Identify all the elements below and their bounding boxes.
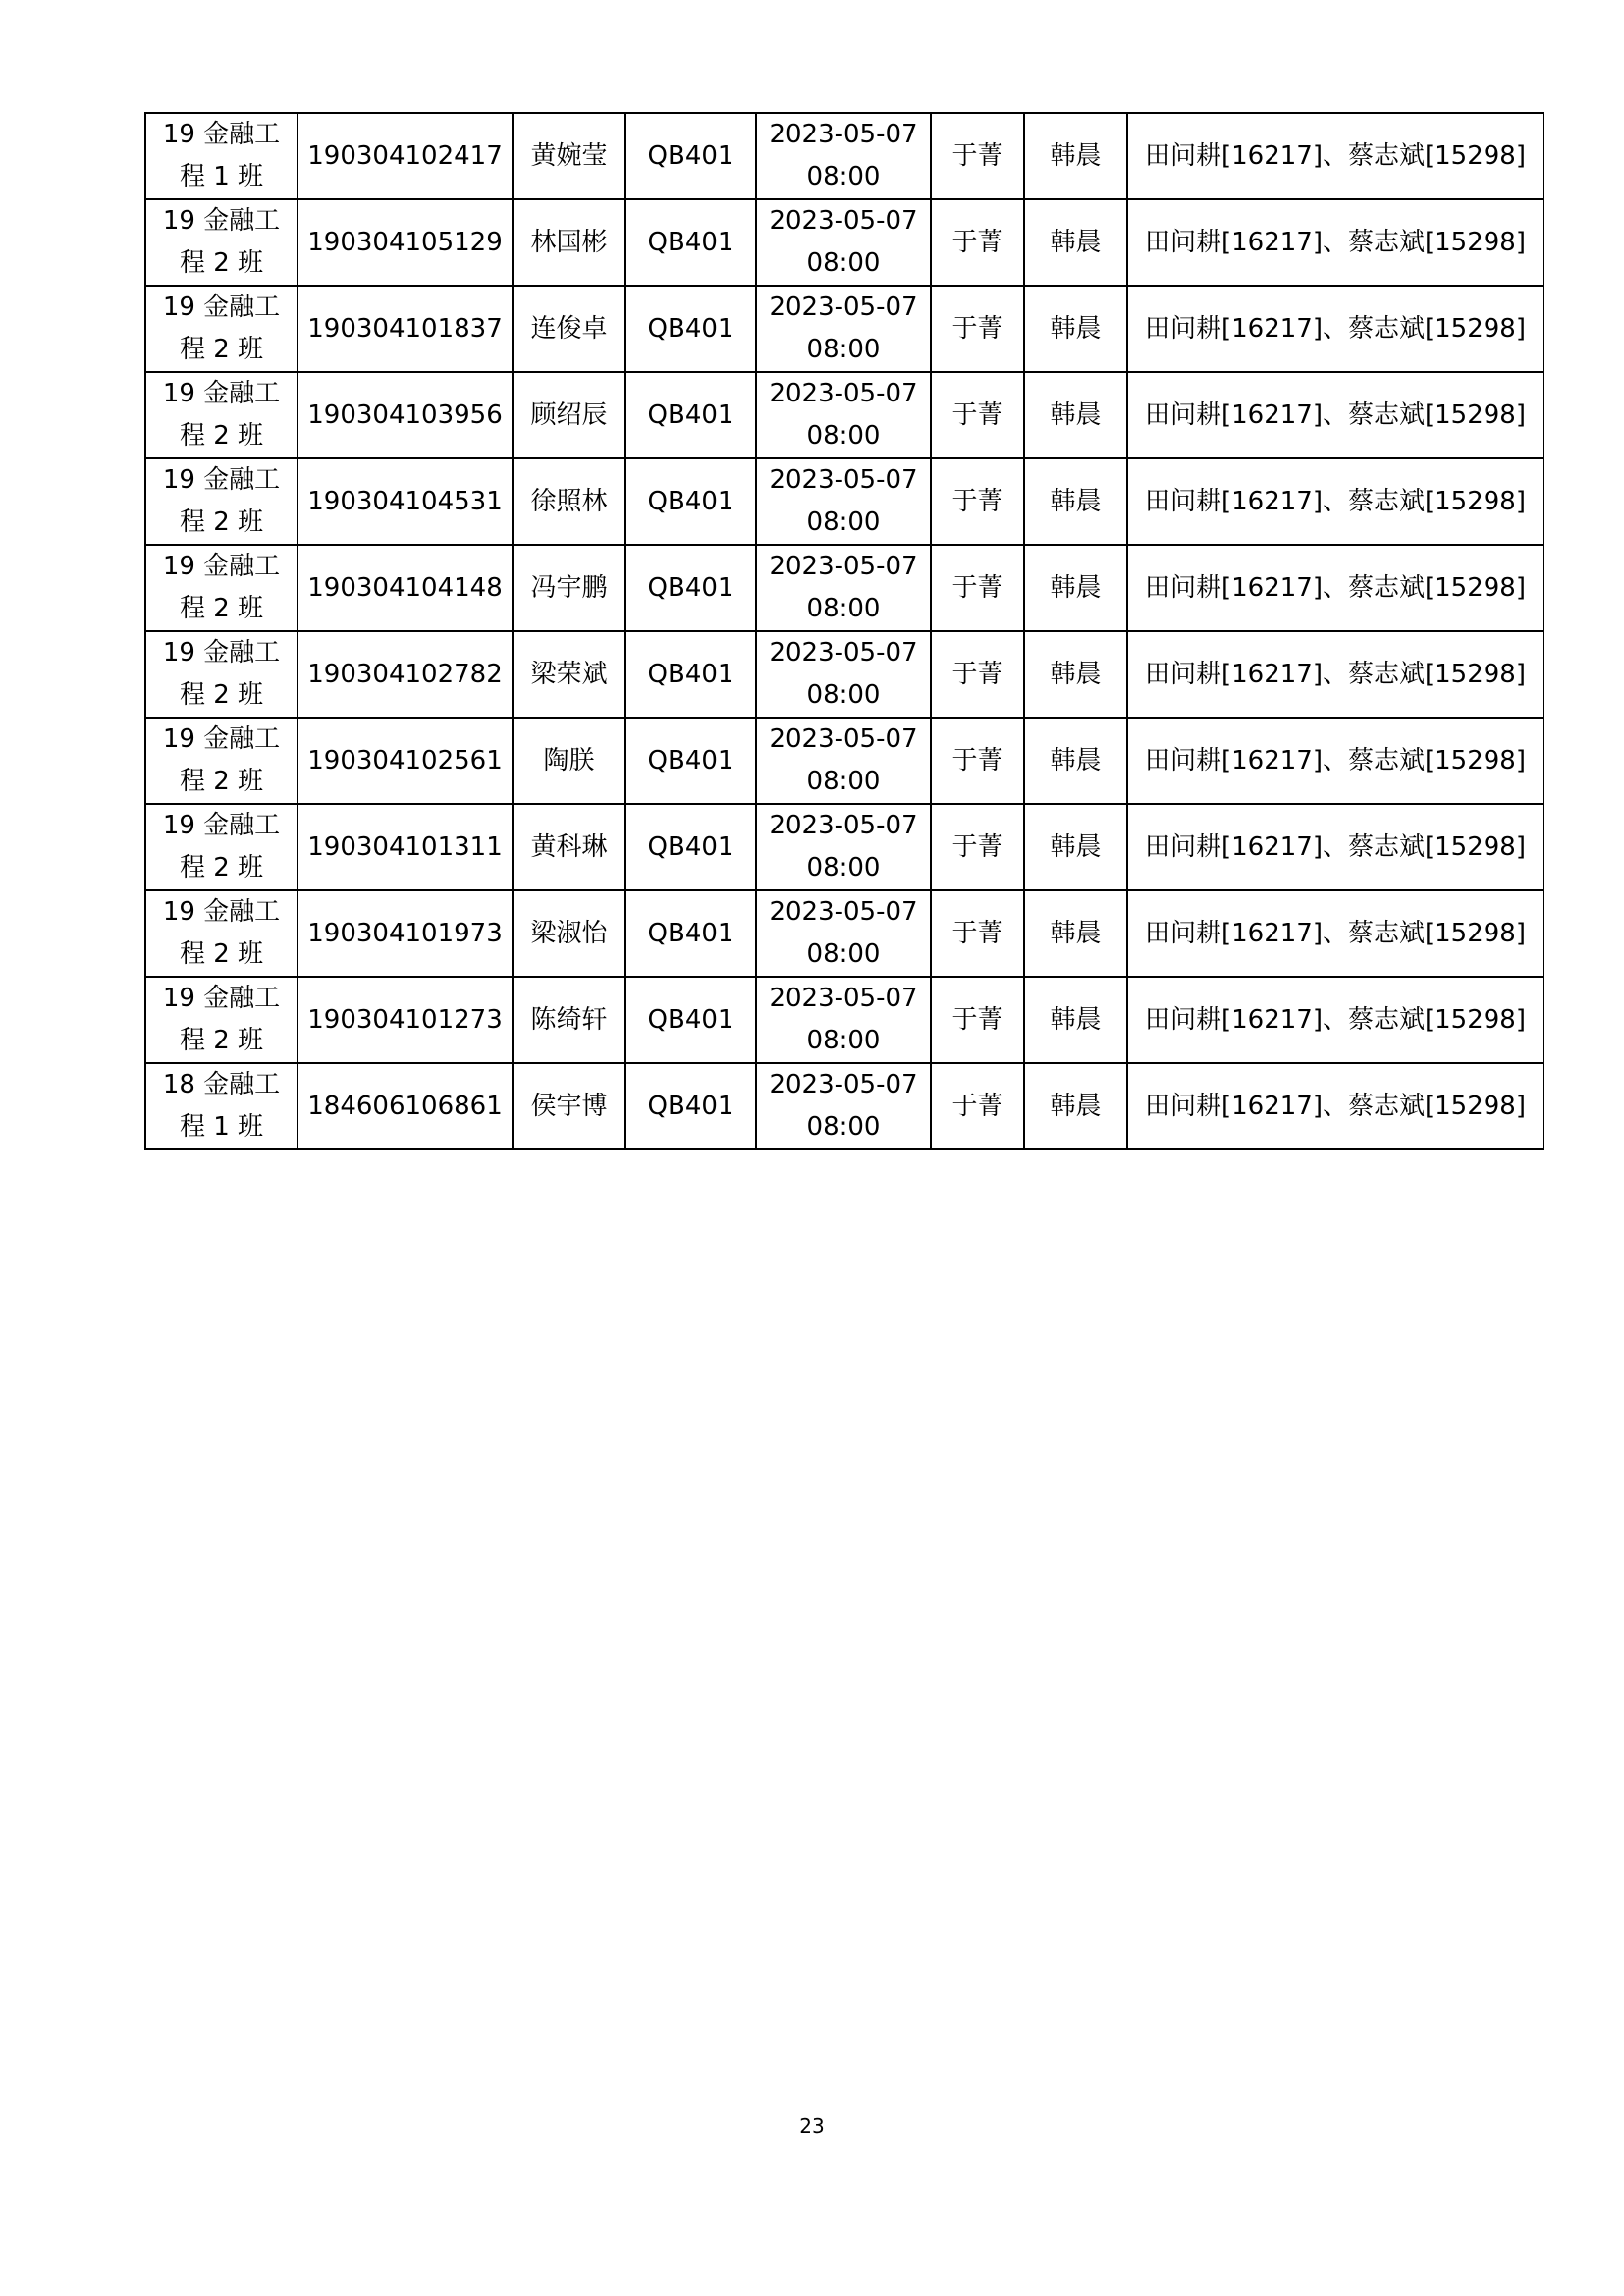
room-cell <box>625 458 756 545</box>
class-cell-text: 19 金融工 <box>162 897 281 927</box>
student-id-cell-text: 190304102561 <box>307 745 503 775</box>
exam-time-cell-text: 08:00 <box>806 421 881 451</box>
student-name-cell-text: 陈绮轩 <box>530 1004 608 1035</box>
room-cell-text: QB401 <box>647 140 734 171</box>
room-cell-text: QB401 <box>647 745 734 775</box>
exam-time-cell-text: 2023-05-07 <box>769 811 918 840</box>
student-id-cell-text: 190304101311 <box>307 831 503 862</box>
student-id-cell-text: 190304104148 <box>307 572 503 603</box>
student-name-cell-text: 林国彬 <box>530 227 608 257</box>
invigilator-cell <box>1024 199 1127 286</box>
exam-time-cell-text: 2023-05-07 <box>769 552 918 581</box>
table-row <box>145 631 1543 718</box>
student-id-cell <box>298 804 513 890</box>
class-cell-text: 程 2 班 <box>179 767 264 796</box>
invigilator-cell-text: 韩晨 <box>1050 659 1102 689</box>
supervisors-cell-text: 田问耕[16217]、蔡志斌[15298] <box>1145 659 1526 689</box>
exam-time-cell <box>756 286 931 372</box>
invigilator-cell <box>1024 545 1127 631</box>
invigilator-cell <box>931 545 1024 631</box>
class-cell-text: 19 金融工 <box>162 379 281 408</box>
exam-time-cell-text: 08:00 <box>806 335 881 364</box>
exam-time-cell-text: 08:00 <box>806 939 881 969</box>
class-cell <box>145 718 298 804</box>
invigilator-cell <box>931 718 1024 804</box>
student-name-cell <box>513 718 625 804</box>
student-name-cell <box>513 372 625 458</box>
room-cell <box>625 804 756 890</box>
class-cell <box>145 890 298 977</box>
invigilator-cell-text: 于菁 <box>951 486 1003 516</box>
table-row <box>145 718 1543 804</box>
invigilator-cell-text: 于菁 <box>951 831 1003 862</box>
table-row <box>145 199 1543 286</box>
invigilator-cell <box>1024 113 1127 199</box>
room-cell <box>625 631 756 718</box>
class-cell <box>145 804 298 890</box>
class-cell-text: 程 2 班 <box>179 680 264 710</box>
student-id-cell <box>298 631 513 718</box>
table-row <box>145 977 1543 1063</box>
exam-time-cell <box>756 804 931 890</box>
supervisors-cell-text: 田问耕[16217]、蔡志斌[15298] <box>1145 227 1526 257</box>
exam-time-cell-text: 2023-05-07 <box>769 465 918 495</box>
room-cell-text: QB401 <box>647 918 734 948</box>
supervisors-cell <box>1127 804 1543 890</box>
exam-time-cell <box>756 545 931 631</box>
invigilator-cell-text: 于菁 <box>951 1091 1003 1121</box>
class-cell-text: 程 2 班 <box>179 507 264 537</box>
exam-time-cell-text: 2023-05-07 <box>769 1070 918 1099</box>
student-id-cell <box>298 890 513 977</box>
student-name-cell-text: 侯宇博 <box>530 1091 608 1121</box>
student-name-cell-text: 梁荣斌 <box>530 659 608 689</box>
room-cell <box>625 545 756 631</box>
invigilator-cell-text: 于菁 <box>951 227 1003 257</box>
class-cell <box>145 113 298 199</box>
class-cell <box>145 1063 298 1149</box>
invigilator-cell <box>931 631 1024 718</box>
class-cell-text: 程 2 班 <box>179 594 264 623</box>
exam-time-cell <box>756 372 931 458</box>
invigilator-cell <box>931 804 1024 890</box>
exam-time-cell-text: 08:00 <box>806 507 881 537</box>
invigilator-cell-text: 韩晨 <box>1050 313 1102 344</box>
exam-time-cell-text: 2023-05-07 <box>769 724 918 754</box>
supervisors-cell <box>1127 1063 1543 1149</box>
class-cell-text: 19 金融工 <box>162 984 281 1013</box>
class-cell-text: 程 2 班 <box>179 248 264 278</box>
class-cell-text: 程 2 班 <box>179 1026 264 1055</box>
class-cell <box>145 545 298 631</box>
class-cell-text: 19 金融工 <box>162 811 281 840</box>
room-cell <box>625 890 756 977</box>
invigilator-cell-text: 韩晨 <box>1050 1091 1102 1121</box>
student-name-cell-text: 黄科琳 <box>530 831 608 862</box>
supervisors-cell-text: 田问耕[16217]、蔡志斌[15298] <box>1145 572 1526 603</box>
student-id-cell-text: 190304101273 <box>307 1004 503 1035</box>
student-id-cell-text: 190304101837 <box>307 313 503 344</box>
student-id-cell <box>298 1063 513 1149</box>
student-name-cell <box>513 458 625 545</box>
invigilator-cell <box>1024 890 1127 977</box>
invigilator-cell <box>931 458 1024 545</box>
class-cell-text: 19 金融工 <box>162 293 281 322</box>
class-cell-text: 程 2 班 <box>179 335 264 364</box>
supervisors-cell <box>1127 458 1543 545</box>
supervisors-cell-text: 田问耕[16217]、蔡志斌[15298] <box>1145 1004 1526 1035</box>
exam-time-cell-text: 2023-05-07 <box>769 120 918 149</box>
supervisors-cell-text: 田问耕[16217]、蔡志斌[15298] <box>1145 140 1526 171</box>
invigilator-cell-text: 于菁 <box>951 659 1003 689</box>
student-id-cell-text: 190304102782 <box>307 659 503 689</box>
exam-time-cell <box>756 718 931 804</box>
exam-time-cell <box>756 977 931 1063</box>
invigilator-cell <box>931 1063 1024 1149</box>
room-cell-text: QB401 <box>647 1091 734 1121</box>
class-cell-text: 19 金融工 <box>162 638 281 667</box>
student-name-cell <box>513 113 625 199</box>
supervisors-cell-text: 田问耕[16217]、蔡志斌[15298] <box>1145 918 1526 948</box>
room-cell <box>625 113 756 199</box>
table-row <box>145 372 1543 458</box>
supervisors-cell <box>1127 718 1543 804</box>
student-id-cell-text: 190304102417 <box>307 140 503 171</box>
room-cell-text: QB401 <box>647 400 734 430</box>
invigilator-cell <box>1024 458 1127 545</box>
invigilator-cell-text: 韩晨 <box>1050 227 1102 257</box>
class-cell-text: 19 金融工 <box>162 120 281 149</box>
student-name-cell <box>513 890 625 977</box>
table-row <box>145 804 1543 890</box>
invigilator-cell <box>931 890 1024 977</box>
supervisors-cell <box>1127 631 1543 718</box>
room-cell <box>625 372 756 458</box>
table-row <box>145 545 1543 631</box>
exam-time-cell-text: 2023-05-07 <box>769 293 918 322</box>
supervisors-cell <box>1127 286 1543 372</box>
invigilator-cell-text: 韩晨 <box>1050 745 1102 775</box>
student-name-cell-text: 徐照林 <box>530 486 608 516</box>
exam-time-cell-text: 2023-05-07 <box>769 206 918 236</box>
invigilator-cell-text: 韩晨 <box>1050 1004 1102 1035</box>
room-cell-text: QB401 <box>647 831 734 862</box>
supervisors-cell <box>1127 890 1543 977</box>
invigilator-cell <box>931 199 1024 286</box>
supervisors-cell-text: 田问耕[16217]、蔡志斌[15298] <box>1145 486 1526 516</box>
table-row <box>145 1063 1543 1149</box>
room-cell-text: QB401 <box>647 572 734 603</box>
supervisors-cell <box>1127 199 1543 286</box>
supervisors-cell <box>1127 977 1543 1063</box>
invigilator-cell-text: 韩晨 <box>1050 572 1102 603</box>
exam-time-cell-text: 08:00 <box>806 248 881 278</box>
class-cell <box>145 199 298 286</box>
exam-time-cell-text: 08:00 <box>806 594 881 623</box>
supervisors-cell-text: 田问耕[16217]、蔡志斌[15298] <box>1145 400 1526 430</box>
invigilator-cell <box>931 977 1024 1063</box>
exam-time-cell <box>756 113 931 199</box>
invigilator-cell <box>931 286 1024 372</box>
student-id-cell <box>298 286 513 372</box>
exam-time-cell-text: 2023-05-07 <box>769 638 918 667</box>
invigilator-cell-text: 于菁 <box>951 313 1003 344</box>
student-name-cell-text: 连俊卓 <box>530 313 608 344</box>
class-cell-text: 程 2 班 <box>179 421 264 451</box>
invigilator-cell <box>1024 372 1127 458</box>
table-row <box>145 458 1543 545</box>
invigilator-cell-text: 韩晨 <box>1050 140 1102 171</box>
exam-time-cell-text: 08:00 <box>806 1112 881 1142</box>
class-cell-text: 程 2 班 <box>179 939 264 969</box>
class-cell-text: 19 金融工 <box>162 552 281 581</box>
room-cell <box>625 286 756 372</box>
student-name-cell <box>513 545 625 631</box>
exam-time-cell <box>756 631 931 718</box>
class-cell-text: 程 1 班 <box>179 1112 264 1142</box>
class-cell <box>145 286 298 372</box>
class-cell-text: 19 金融工 <box>162 206 281 236</box>
room-cell-text: QB401 <box>647 227 734 257</box>
invigilator-cell-text: 于菁 <box>951 400 1003 430</box>
student-name-cell-text: 梁淑怡 <box>530 918 608 948</box>
page-number: 23 <box>799 2114 825 2138</box>
table-row <box>145 890 1543 977</box>
room-cell-text: QB401 <box>647 313 734 344</box>
supervisors-cell <box>1127 113 1543 199</box>
room-cell-text: QB401 <box>647 486 734 516</box>
student-id-cell <box>298 372 513 458</box>
student-id-cell <box>298 113 513 199</box>
invigilator-cell-text: 韩晨 <box>1050 400 1102 430</box>
class-cell-text: 18 金融工 <box>162 1070 281 1099</box>
invigilator-cell <box>1024 977 1127 1063</box>
supervisors-cell-text: 田问耕[16217]、蔡志斌[15298] <box>1145 313 1526 344</box>
table-row <box>145 286 1543 372</box>
room-cell <box>625 718 756 804</box>
supervisors-cell-text: 田问耕[16217]、蔡志斌[15298] <box>1145 1091 1526 1121</box>
exam-time-cell-text: 08:00 <box>806 1026 881 1055</box>
student-name-cell <box>513 1063 625 1149</box>
supervisors-cell-text: 田问耕[16217]、蔡志斌[15298] <box>1145 745 1526 775</box>
invigilator-cell-text: 于菁 <box>951 918 1003 948</box>
room-cell <box>625 199 756 286</box>
table-row <box>145 113 1543 199</box>
exam-time-cell-text: 2023-05-07 <box>769 379 918 408</box>
class-cell-text: 程 1 班 <box>179 162 264 191</box>
exam-time-cell <box>756 458 931 545</box>
student-id-cell <box>298 458 513 545</box>
invigilator-cell <box>1024 718 1127 804</box>
supervisors-cell <box>1127 372 1543 458</box>
invigilator-cell <box>1024 631 1127 718</box>
class-cell <box>145 458 298 545</box>
student-id-cell <box>298 199 513 286</box>
exam-roster-table <box>144 112 1544 1150</box>
student-name-cell <box>513 199 625 286</box>
room-cell <box>625 1063 756 1149</box>
room-cell-text: QB401 <box>647 1004 734 1035</box>
student-id-cell-text: 190304104531 <box>307 486 503 516</box>
invigilator-cell-text: 于菁 <box>951 572 1003 603</box>
exam-time-cell-text: 2023-05-07 <box>769 984 918 1013</box>
exam-time-cell <box>756 199 931 286</box>
invigilator-cell-text: 于菁 <box>951 745 1003 775</box>
invigilator-cell-text: 于菁 <box>951 140 1003 171</box>
class-cell-text: 19 金融工 <box>162 465 281 495</box>
student-id-cell <box>298 977 513 1063</box>
class-cell-text: 程 2 班 <box>179 853 264 882</box>
student-id-cell-text: 190304103956 <box>307 400 503 430</box>
student-id-cell-text: 190304101973 <box>307 918 503 948</box>
student-name-cell <box>513 804 625 890</box>
student-name-cell <box>513 977 625 1063</box>
class-cell <box>145 977 298 1063</box>
supervisors-cell-text: 田问耕[16217]、蔡志斌[15298] <box>1145 831 1526 862</box>
student-id-cell-text: 190304105129 <box>307 227 503 257</box>
invigilator-cell <box>1024 286 1127 372</box>
room-cell-text: QB401 <box>647 659 734 689</box>
invigilator-cell <box>931 113 1024 199</box>
invigilator-cell-text: 韩晨 <box>1050 486 1102 516</box>
invigilator-cell <box>1024 804 1127 890</box>
supervisors-cell <box>1127 545 1543 631</box>
invigilator-cell <box>931 372 1024 458</box>
roster-body <box>145 113 1543 1149</box>
exam-time-cell-text: 08:00 <box>806 162 881 191</box>
invigilator-cell-text: 于菁 <box>951 1004 1003 1035</box>
invigilator-cell-text: 韩晨 <box>1050 918 1102 948</box>
student-name-cell-text: 冯宇鹏 <box>530 572 608 603</box>
student-id-cell <box>298 718 513 804</box>
exam-time-cell-text: 08:00 <box>806 680 881 710</box>
class-cell <box>145 372 298 458</box>
exam-time-cell <box>756 890 931 977</box>
room-cell <box>625 977 756 1063</box>
exam-time-cell-text: 2023-05-07 <box>769 897 918 927</box>
student-name-cell-text: 陶朕 <box>543 745 595 775</box>
student-name-cell-text: 黄婉莹 <box>530 140 608 171</box>
student-name-cell <box>513 631 625 718</box>
invigilator-cell-text: 韩晨 <box>1050 831 1102 862</box>
student-name-cell-text: 顾绍辰 <box>530 400 608 430</box>
class-cell <box>145 631 298 718</box>
invigilator-cell <box>1024 1063 1127 1149</box>
exam-time-cell-text: 08:00 <box>806 853 881 882</box>
student-id-cell <box>298 545 513 631</box>
student-name-cell <box>513 286 625 372</box>
exam-time-cell-text: 08:00 <box>806 767 881 796</box>
exam-time-cell <box>756 1063 931 1149</box>
student-id-cell-text: 184606106861 <box>307 1091 503 1121</box>
class-cell-text: 19 金融工 <box>162 724 281 754</box>
